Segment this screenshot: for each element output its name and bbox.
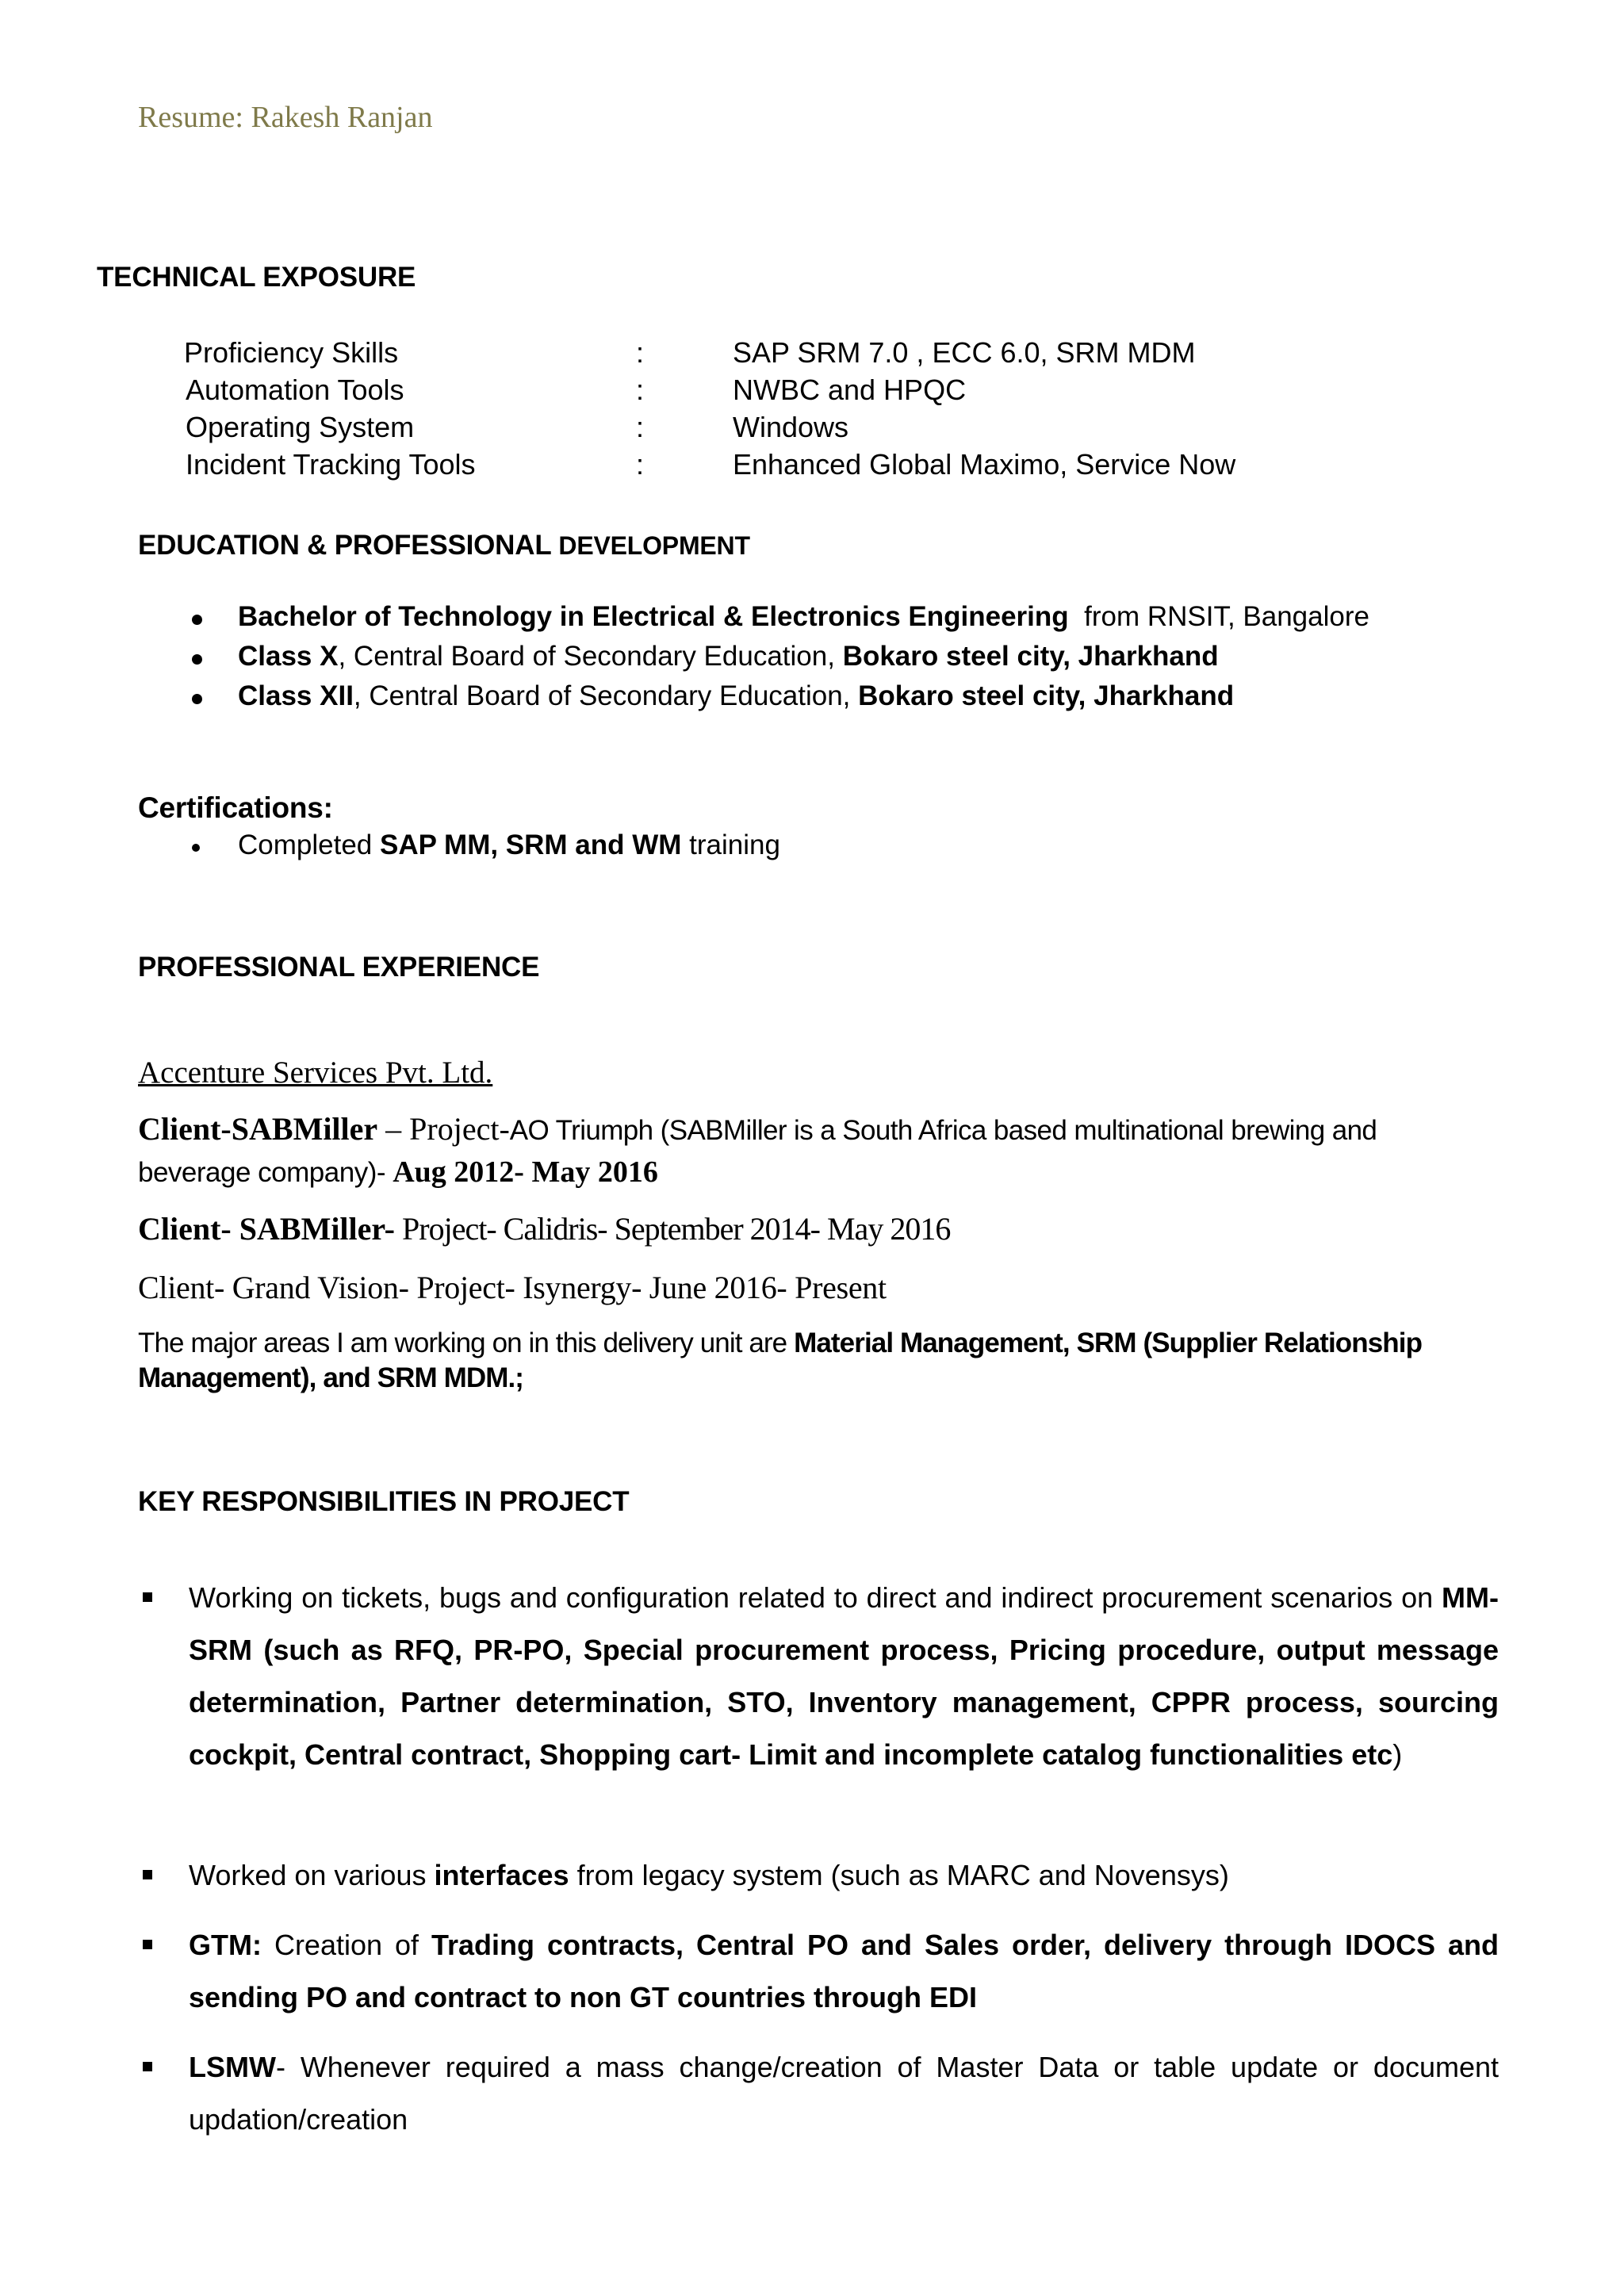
square-bullet-icon [143,1870,152,1879]
education-heading-part: DEVELOPMENT [558,531,750,560]
client3-line: Client- Grand Vision- Project- Isynergy- June 2016- Present [138,1270,887,1305]
tech-label: Automation Tools [186,374,404,406]
resp4-post: - Whenever required a mass change/creation of Master Data or table update or document updation/creation [189,2051,1499,2136]
resp1-pre: Working on tickets, bugs and configuration related to direct and indirect procurement scenarios on [189,1581,1442,1614]
responsibility-item [189,2041,1499,2146]
resp4-bold: LSMW [189,2051,276,2083]
areas-bold: Material Management, SRM (Supplier Relationship [794,1328,1423,1358]
tech-label: Operating System [186,411,415,443]
client1-desc: AO Triumph (SABMiller is a South Africa based multinational brewing and [509,1115,1377,1146]
resp3-bold2: Trading contracts, Central PO and Sales order, delivery through IDOCS and sending PO and contract to non GT countries through EDI [189,1929,1499,2013]
certifications-heading: Certifications: [138,791,333,824]
tech-colon: : [636,374,645,406]
tech-value: NWBC and HPQC [733,374,967,406]
board-text: , Central Board of Secondary Education, [353,680,859,711]
tech-value: Windows [733,411,849,443]
client2-line [138,1210,950,1247]
resp2-post: from legacy system (such as MARC and Novensys) [569,1859,1229,1891]
areas-line2 [138,1362,523,1394]
class-text: Class XII [238,680,354,711]
areas-pre: The major areas I am working on in this delivery unit are [138,1328,795,1358]
responsibilities-heading: KEY RESPONSIBILITIES IN PROJECT [138,1486,630,1517]
client1-line [138,1110,1377,1148]
client2-name: Client- SABMiller- [138,1211,396,1247]
list-item [238,601,1369,641]
square-bullet-icon [143,1940,152,1949]
education-heading [138,530,750,561]
client1-dates: Aug 2012- May 2016 [393,1155,658,1189]
responsibility-item [189,1919,1499,2024]
tech-colon: : [636,336,645,369]
company-name: Accenture Services Pvt. Ltd. [138,1056,493,1090]
responsibility-item [189,1572,1499,1781]
areas-line [138,1328,1422,1359]
client1-desc2: beverage company)- [138,1157,393,1188]
education-list [238,601,1369,720]
cert-bold: SAP MM, SRM and WM [379,829,682,860]
class-text: Class X [238,641,339,672]
resp2-pre: Worked on various [189,1859,435,1891]
client1-name: Client-SABMiller [138,1111,378,1147]
responsibility-text [189,1919,1499,2024]
degree-institution: from RNSIT, Bangalore [1068,601,1369,632]
experience-heading: PROFESSIONAL EXPERIENCE [138,952,540,983]
location-text: Bokaro steel city, Jharkhand [842,641,1219,672]
responsibility-item [189,1849,1499,1902]
tech-label: Proficiency Skills [184,336,399,369]
tech-value: SAP SRM 7.0 , ECC 6.0, SRM MDM [733,336,1196,369]
areas-bold2: Management), and SRM MDM.; [138,1362,524,1393]
client1-project: Project- [409,1111,510,1147]
bullet-icon [192,654,202,665]
square-bullet-icon [143,1592,152,1602]
responsibility-text [189,2041,1499,2146]
location-text: Bokaro steel city, Jharkhand [858,680,1235,711]
list-item [238,641,1369,680]
tech-label: Incident Tracking Tools [186,448,476,481]
square-bullet-icon [143,2062,152,2071]
list-item [238,829,780,861]
responsibility-text [189,1572,1499,1781]
list-item [238,680,1369,720]
resp3-bold: GTM: [189,1929,262,1961]
bullet-icon [192,694,202,704]
resp2-bold: interfaces [434,1859,569,1891]
technical-exposure-heading: TECHNICAL EXPOSURE [97,262,416,293]
degree-text: Bachelor of Technology in Electrical & Electronics Engineering [238,601,1069,632]
responsibility-text [189,1849,1499,1902]
client1-dash: – [377,1111,410,1147]
education-heading-part: EDUCATION & PROFESSIONAL [138,530,559,561]
client2-rest: Project- Calidris- September 2014- May 2016 [395,1211,951,1247]
tech-colon: : [636,448,645,481]
resp3-mid: Creation of [261,1929,431,1961]
bullet-icon [192,615,202,625]
cert-post: training [681,829,780,860]
tech-colon: : [636,411,645,443]
certifications-list [238,829,780,861]
client1-line2 [138,1155,658,1190]
document-header: Resume: Rakesh Ranjan [138,101,433,134]
resp1-post: ) [1392,1738,1403,1771]
resp1-bold: MM-SRM (such as RFQ, PR-PO, Special procurement process, Pricing procedure, output message determination, Partner determination, STO, Inventory management, CPPR process, sourcing cockpit, Central contract, Shopping cart- Limit and incomplete catalog functionalities etc [189,1581,1499,1771]
tech-value: Enhanced Global Maximo, Service Now [733,448,1236,481]
board-text: , Central Board of Secondary Education, [338,641,843,672]
cert-pre: Completed [238,829,380,860]
bullet-icon [192,844,200,852]
